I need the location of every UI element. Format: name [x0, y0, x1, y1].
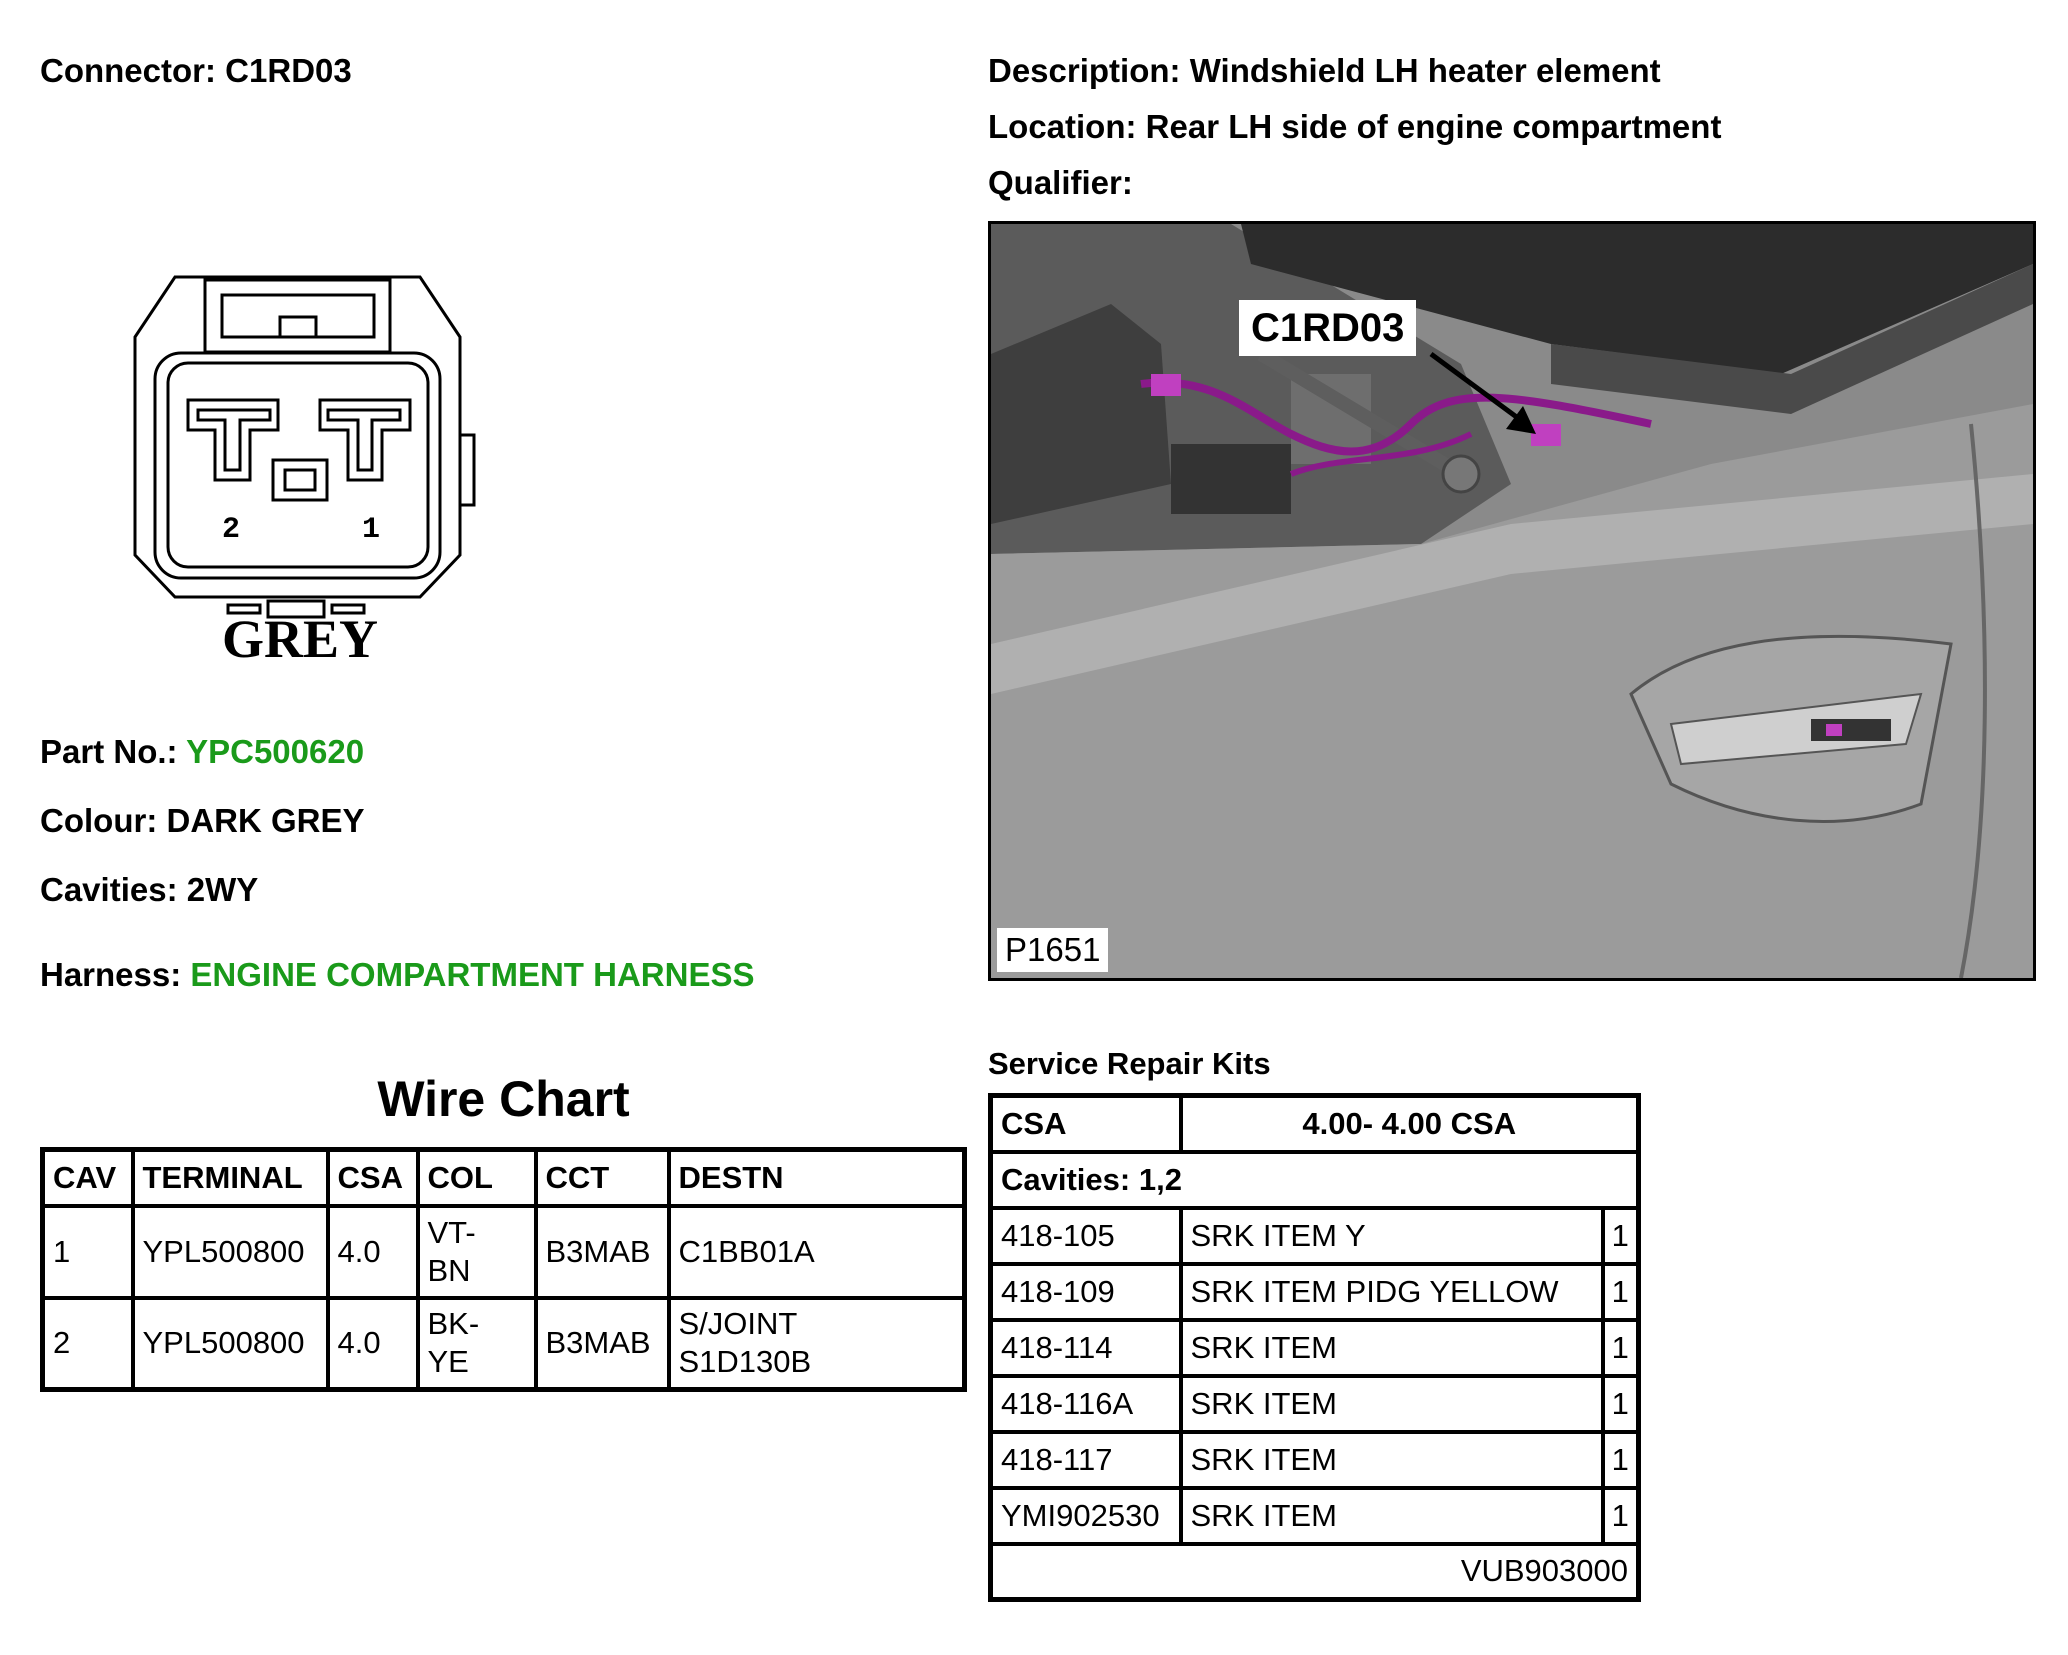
connector-label: Connector: — [40, 52, 216, 89]
cell-cav: 2 — [43, 1298, 133, 1390]
photo-connector-callout: C1RD03 — [1239, 300, 1416, 356]
srk-csa-row — [991, 1096, 1639, 1152]
srk-item-desc: SRK ITEM Y — [1181, 1208, 1603, 1264]
colour-label: Colour: — [40, 802, 158, 839]
srk-item-code: 418-117 — [991, 1432, 1181, 1488]
cell-terminal: YPL500800 — [133, 1298, 328, 1390]
cell-destn-line-1: S/JOINT — [678, 1306, 798, 1342]
srk-csa-value: 4.00- 4.00 CSA — [1181, 1096, 1639, 1152]
description-line — [988, 52, 1661, 90]
location-value: Rear LH side of engine compartment — [1145, 108, 1722, 145]
cell-col — [418, 1206, 536, 1298]
cell-col-line-1: BK- — [427, 1306, 480, 1342]
connector-face-diagram — [110, 265, 490, 660]
cell-csa: 4.0 — [328, 1206, 418, 1298]
cell-col-line-2: YE — [427, 1344, 469, 1380]
header-csa: CSA — [328, 1150, 418, 1206]
table-row — [991, 1432, 1639, 1488]
service-repair-kits-title: Service Repair Kits — [988, 1046, 1271, 1081]
cavities-label: Cavities: — [40, 871, 178, 908]
srk-footer-row — [991, 1544, 1639, 1600]
cell-destn — [669, 1206, 965, 1298]
srk-footer-reference: VUB903000 — [991, 1544, 1639, 1600]
cell-terminal: YPL500800 — [133, 1206, 328, 1298]
wire-chart-header-row — [43, 1150, 965, 1206]
srk-item-code: 418-109 — [991, 1264, 1181, 1320]
srk-item-desc: SRK ITEM — [1181, 1488, 1603, 1544]
location-label: Location: — [988, 108, 1137, 145]
srk-item-code: 418-105 — [991, 1208, 1181, 1264]
harness-value: ENGINE COMPARTMENT HARNESS — [190, 956, 755, 993]
colour-line — [40, 802, 365, 840]
srk-item-code: 418-114 — [991, 1320, 1181, 1376]
cell-cav: 1 — [43, 1206, 133, 1298]
srk-item-qty: 1 — [1603, 1264, 1639, 1320]
service-repair-kits-table — [988, 1093, 1641, 1602]
harness-label: Harness: — [40, 956, 182, 993]
photo-reference-id: P1651 — [997, 928, 1108, 972]
location-photo — [988, 221, 2036, 981]
srk-cavities-row — [991, 1152, 1639, 1208]
wire-chart-title: Wire Chart — [377, 1071, 630, 1127]
pin-2-label: 2 — [222, 513, 241, 547]
part-number-value: YPC500620 — [186, 733, 365, 770]
cell-cct: B3MAB — [536, 1206, 669, 1298]
part-number-line — [40, 733, 364, 771]
srk-item-qty: 1 — [1603, 1208, 1639, 1264]
header-cct: CCT — [536, 1150, 669, 1206]
cavities-value: 2WY — [186, 871, 259, 908]
header-terminal: TERMINAL — [133, 1150, 328, 1206]
description-value: Windshield LH heater element — [1189, 52, 1661, 89]
srk-item-code: 418-116A — [991, 1376, 1181, 1432]
connector-colour-text: GREY — [221, 609, 379, 660]
cell-col-line-2: BN — [427, 1252, 471, 1288]
srk-item-qty: 1 — [1603, 1376, 1639, 1432]
wire-chart-table — [40, 1147, 967, 1392]
table-row — [991, 1488, 1639, 1544]
srk-item-qty: 1 — [1603, 1320, 1639, 1376]
engine-bay-illustration — [991, 224, 2033, 978]
pin-1-label: 1 — [362, 513, 381, 547]
qualifier-line — [988, 164, 1133, 202]
cell-csa: 4.0 — [328, 1298, 418, 1390]
table-row — [43, 1206, 965, 1298]
srk-item-qty: 1 — [1603, 1488, 1639, 1544]
srk-csa-label: CSA — [991, 1096, 1181, 1152]
qualifier-label: Qualifier: — [988, 164, 1133, 201]
srk-item-desc: SRK ITEM — [1181, 1320, 1603, 1376]
description-label: Description: — [988, 52, 1181, 89]
connector-line — [40, 52, 352, 90]
header-destn: DESTN — [669, 1150, 965, 1206]
cell-col-line-1: VT- — [427, 1214, 476, 1250]
table-row — [991, 1320, 1639, 1376]
cell-cct: B3MAB — [536, 1298, 669, 1390]
srk-item-qty: 1 — [1603, 1432, 1639, 1488]
header-cav: CAV — [43, 1150, 133, 1206]
cell-col — [418, 1298, 536, 1390]
header-col: COL — [418, 1150, 536, 1206]
table-row — [991, 1208, 1639, 1264]
table-row — [991, 1264, 1639, 1320]
cavities-line — [40, 871, 258, 909]
srk-cavities-line: Cavities: 1,2 — [991, 1152, 1639, 1208]
harness-line — [40, 956, 754, 994]
srk-item-desc: SRK ITEM — [1181, 1376, 1603, 1432]
location-line — [988, 108, 1721, 146]
table-row — [991, 1376, 1639, 1432]
connector-value: C1RD03 — [225, 52, 352, 89]
srk-item-code: YMI902530 — [991, 1488, 1181, 1544]
part-number-label: Part No.: — [40, 733, 178, 770]
cell-destn-line-2: S1D130B — [678, 1344, 812, 1380]
table-row — [43, 1298, 965, 1390]
srk-item-desc: SRK ITEM PIDG YELLOW — [1181, 1264, 1603, 1320]
colour-value: DARK GREY — [166, 802, 365, 839]
srk-item-desc: SRK ITEM — [1181, 1432, 1603, 1488]
cell-destn — [669, 1298, 965, 1390]
cell-destn-line-1: C1BB01A — [678, 1233, 815, 1269]
